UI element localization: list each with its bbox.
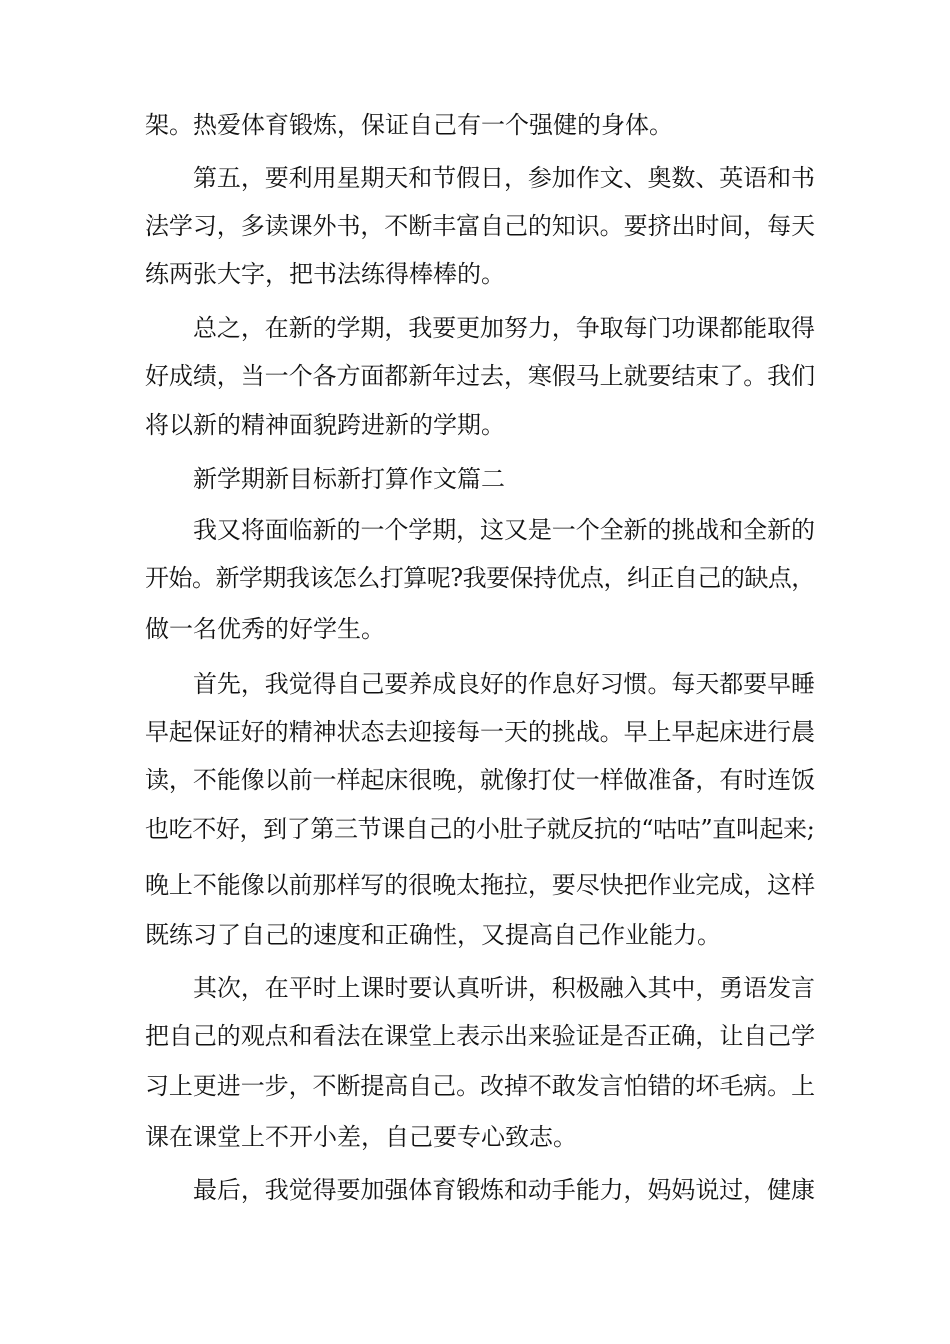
text-line: 读，不能像以前一样起床很晚，就像打仗一样做准备，有时连饭: [145, 766, 816, 794]
text-line: 早起保证好的精神状态去迎接每一天的挑战。早上早起床进行晨: [145, 718, 816, 746]
text-line: 做一名优秀的好学生。: [145, 615, 385, 643]
text-line: 课在课堂上不开小差，自己要专心致志。: [145, 1123, 577, 1151]
paragraph-first-line: 其次，在平时上课时要认真听讲，积极融入其中，勇语发言: [193, 974, 815, 1002]
text-line: 既练习了自己的速度和正确性，又提高自己作业能力。: [145, 921, 721, 949]
paragraph-first-line: 首先，我觉得自己要养成良好的作息好习惯。每天都要早睡: [193, 670, 815, 698]
paragraph-first-line: 总之，在新的学期，我要更加努力，争取每门功课都能取得: [193, 314, 815, 342]
text-line: 开始。新学期我该怎么打算呢?我要保持优点，纠正自己的缺点，: [145, 564, 815, 592]
section-heading: 新学期新目标新打算作文篇二: [193, 465, 505, 493]
text-line: 好成绩，当一个各方面都新年过去，寒假马上就要结束了。我们: [145, 362, 816, 390]
paragraph-first-line: 最后，我觉得要加强体育锻炼和动手能力，妈妈说过，健康: [193, 1176, 815, 1204]
text-line: 将以新的精神面貌跨进新的学期。: [145, 411, 505, 439]
text-line: 晚上不能像以前那样写的很晚太拖拉，要尽快把作业完成，这样: [145, 871, 816, 899]
paragraph-first-line: 我又将面临新的一个学期，这又是一个全新的挑战和全新的: [193, 516, 815, 544]
text-line: 架。热爱体育锻炼，保证自己有一个强健的身体。: [145, 111, 673, 139]
text-line: 把自己的观点和看法在课堂上表示出来验证是否正确，让自己学: [145, 1022, 816, 1050]
paragraph-first-line: 第五，要利用星期天和节假日，参加作文、奥数、英语和书: [193, 164, 815, 192]
text-line: 也吃不好，到了第三节课自己的小肚子就反抗的“咕咕”直叫起来;: [145, 815, 815, 843]
text-line: 练两张大字，把书法练得棒棒的。: [145, 260, 505, 288]
text-line: 法学习，多读课外书，不断丰富自己的知识。要挤出时间，每天: [145, 212, 816, 240]
text-line: 习上更进一步，不断提高自己。改掉不敢发言怕错的坏毛病。上: [145, 1072, 816, 1100]
